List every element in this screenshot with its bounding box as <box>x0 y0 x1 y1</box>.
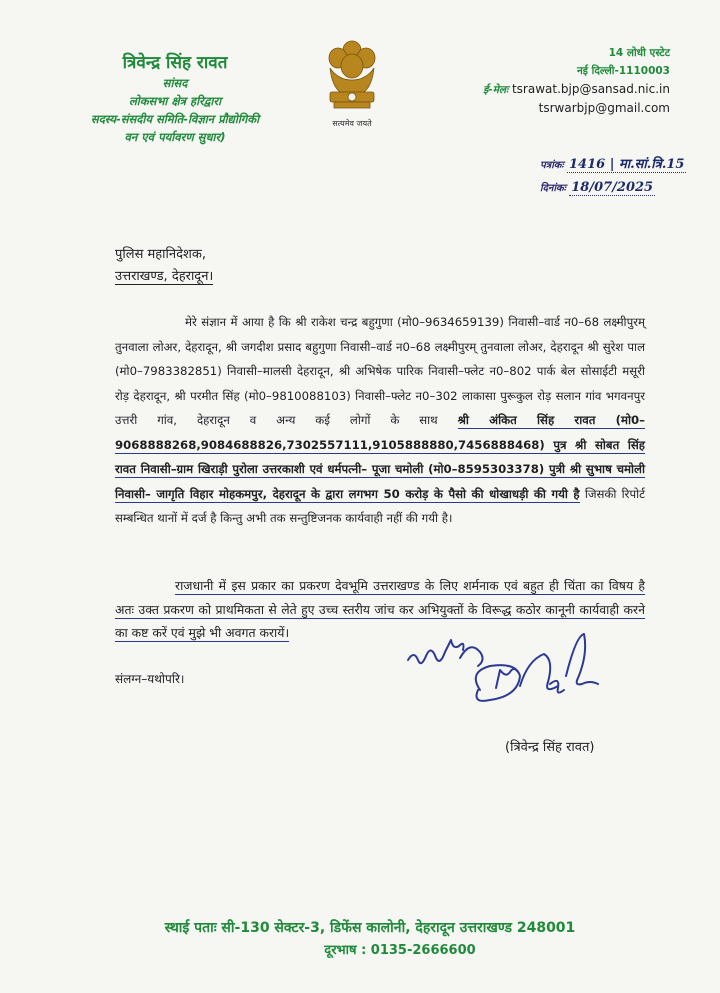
mp-name: त्रिवेन्द्र सिंह रावत <box>122 53 228 73</box>
office-address-2: नई दिल्ली-1110003 <box>576 65 670 77</box>
paragraph-1-part-2: जिसकी रिपोर्ट सम्बन्धित थानों में दर्ज है किन्तु अभी तक सन्तुष्टिजनक कार्यवाही नहीं की गयी है। <box>115 486 646 525</box>
handwritten-signature <box>400 630 630 730</box>
paragraph-1 <box>115 310 645 531</box>
committee-line: सदस्य-संसदीय समिति-विज्ञान प्रौद्योगिकी <box>90 112 260 126</box>
email-row-1 <box>483 80 670 99</box>
addressee-line-1: पुलिस महानिदेशक, <box>115 247 206 262</box>
emblem-motto: सत्यमेव जयते <box>332 119 372 128</box>
patrank-value: 1416 | मा.सां.त्रि.15 <box>568 157 685 172</box>
paragraph-1-highlight: श्री अंकित सिंह रावत (मो0–9068888268,9084688826,7302557111,9105888880,7456888468) पुत्र श्री सोबत सिंह रावत निवासी–ग्राम खिराड़ी पुरोला उत्तरकाशी एवं धर्मपत्नी– पूजा चमोली (मो0–8595303378) पुत्री श्री सुभाष चमोली निवासी– जागृति विहार मोहकमपुर, देहरादून के द्वारा लगभग 50 करोड़ के पैसो की धोखाधड़ी की गयी है <box>115 413 645 501</box>
letterhead-left <box>40 52 310 146</box>
signer-name: (त्रिवेन्द्र सिंह रावत) <box>505 740 595 755</box>
attachment-note: संलग्न–यथोपरि। <box>115 672 185 686</box>
email-label: ई-मेलः <box>483 84 509 96</box>
reference-number <box>540 154 686 172</box>
permanent-address: स्थाई पताः सी-130 सेक्टर-3, डिफेंस कालोनी, देहरादून उत्तराखण्ड 248001 <box>164 920 576 936</box>
letterhead-right <box>483 44 670 117</box>
dinank-label: दिनांकः <box>540 183 566 194</box>
addressee-line-2-text: उत्तराखण्ड, देहरादून। <box>115 269 214 284</box>
paragraph-2-text: राजधानी में इस प्रकार का प्रकरण देवभूमि उत्तराखण्ड के लिए शर्मनाक एवं बहुत ही चिंता का विषय है अतः उक्त प्रकरण को प्राथमिकता से लेते हुए उच्च स्तरीय जांच कर अभियुक्तों के विरूद्ध कठोर कानूनी कार्यवाही करने का कष्ट करें एवं मुझे भी अवगत करायें। <box>115 578 645 640</box>
constituency: लोकसभा क्षेत्र हरिद्वारा <box>128 94 222 108</box>
patrank-label: पत्रांकः <box>540 160 564 171</box>
addressee-line-2 <box>115 266 213 288</box>
committee-line-2: वन एवं पर्यावरण सुधार) <box>124 130 226 144</box>
email-1: tsrawat.bjp@sansad.nic.in <box>511 82 670 96</box>
paragraph-1-part-1: मेरे संज्ञान में आया है कि श्री राकेश चन्द्र बहुगुणा (मो0–9634659139) निवासी–वार्ड न0–68 लक्ष्मीपुरम् तुनवाला लोअर, देहरादून, श्री जगदीश प्रसाद बहुगुणा निवासी–वार्ड न0–68 लक्ष्मीपुरम् तुनवाला लोअर, देहरादून श्री सुरेश पाल (मो0–7983382851) निवासी–मालसी देहरादून, श्री अभिषेक पारिक निवासी–फ्लेट न0–802 पार्क बेल सोसाईटी मसूरी रोड़ देहरादून, श्री परमीत सिंह (मो0–9810088103) निवासी–फ्लेट न0–302 लाकासा पुरूकुल रोड़ सलान गांव भगवनपुर उत्तरी गांव, देहरादून व अन्य कई लोगों के साथ <box>115 315 645 427</box>
office-address-1: 14 लोधी एस्टेट <box>608 47 670 59</box>
reference-date <box>540 180 655 195</box>
dinank-value: 18/07/2025 <box>571 180 654 195</box>
phone-number: दूरभाष : 0135-2666600 <box>324 943 476 958</box>
email-2: tsrwarbjp@gmail.com <box>538 101 670 115</box>
designation: सांसद <box>162 76 188 90</box>
